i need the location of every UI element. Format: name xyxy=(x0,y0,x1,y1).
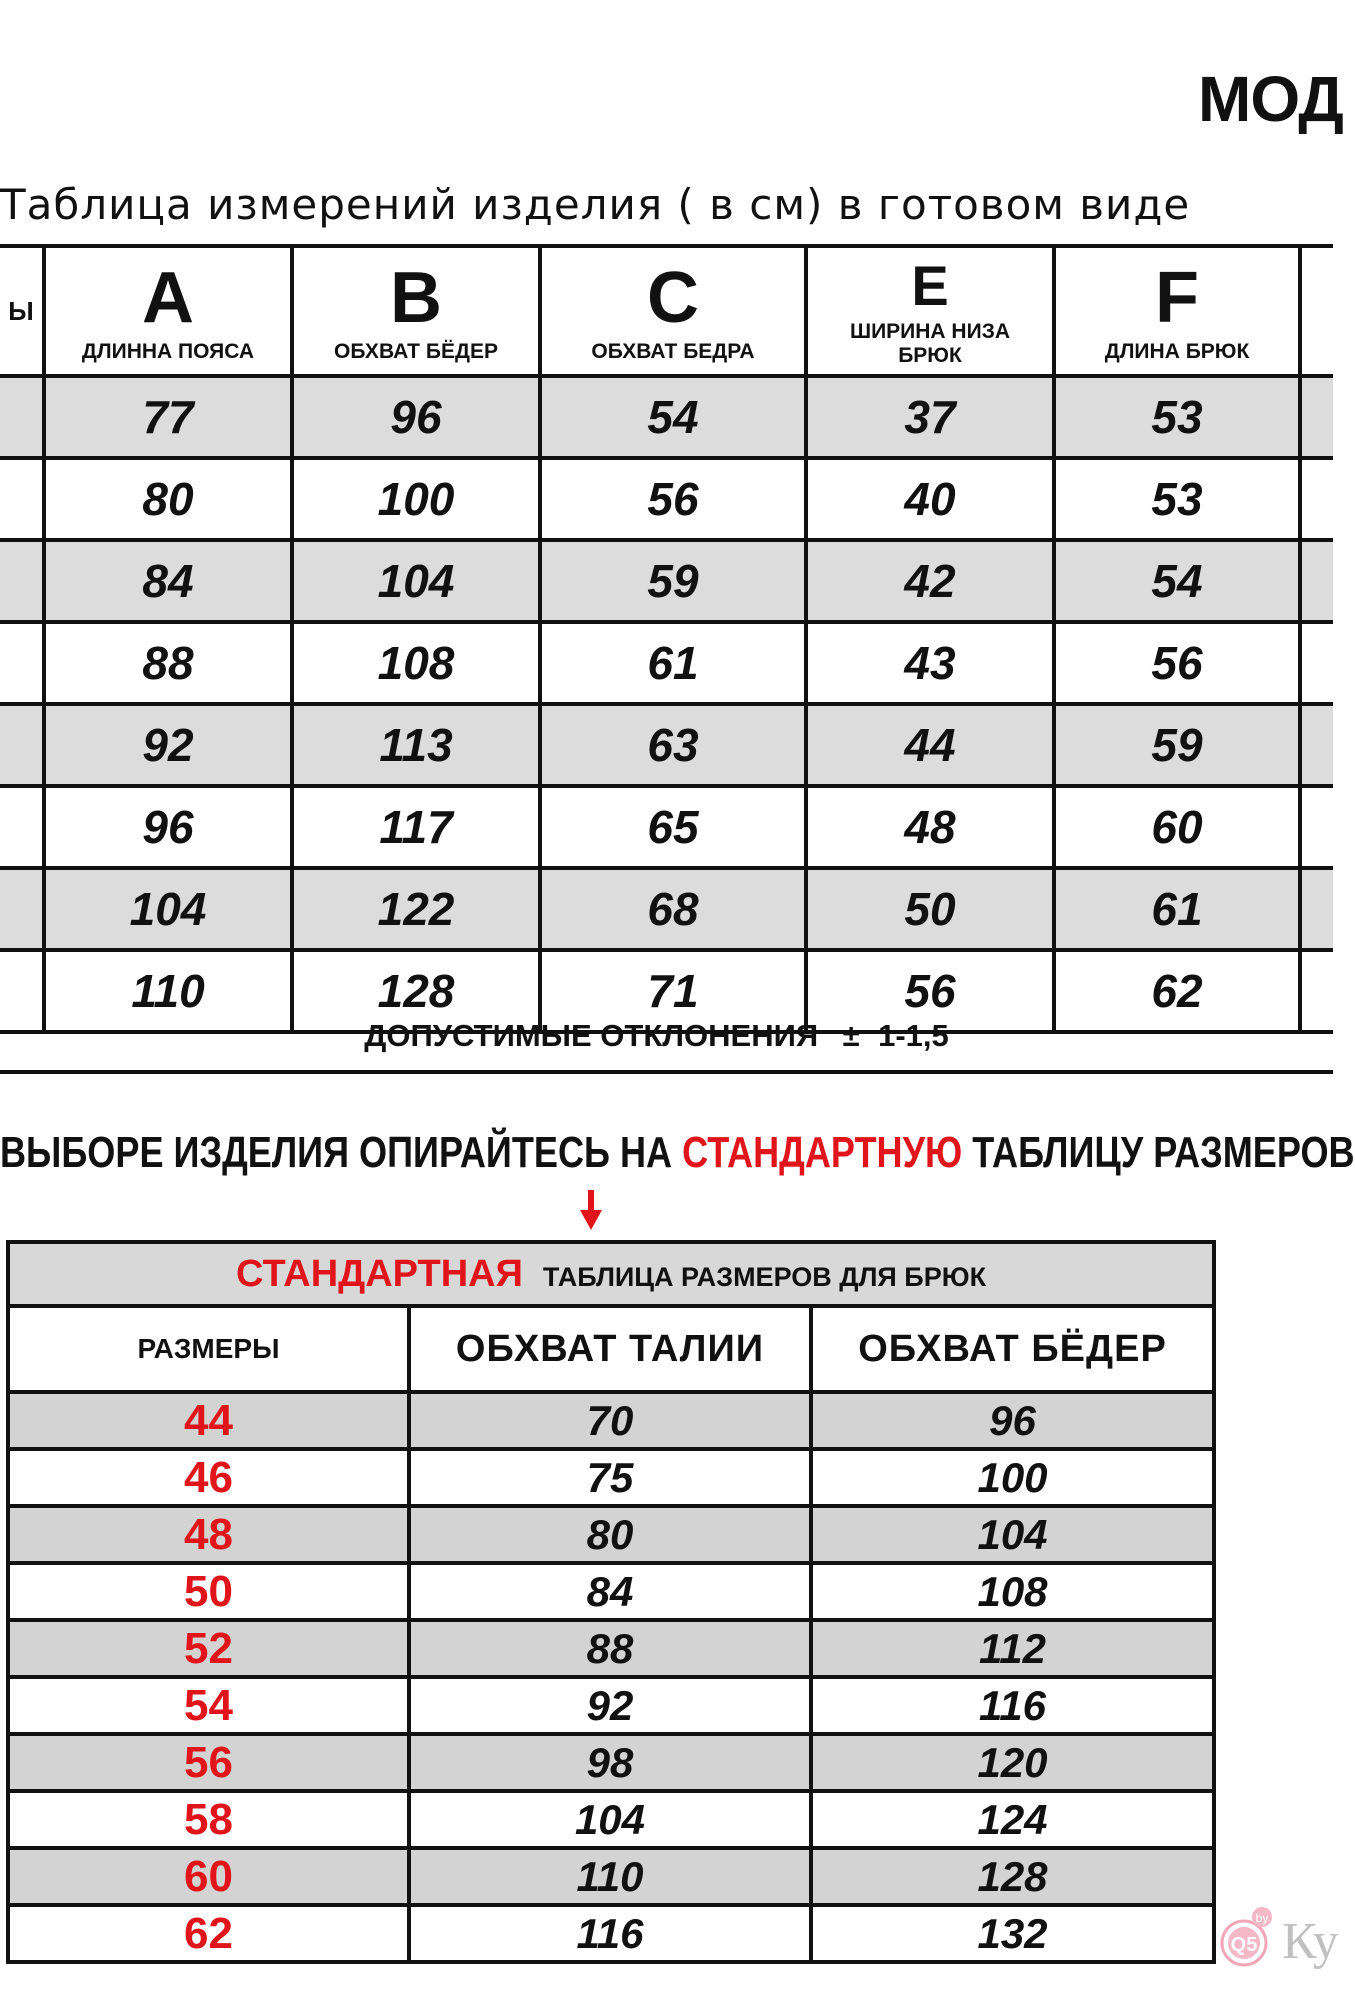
measurement-cell: 113 xyxy=(292,704,540,786)
column-header-f: F ДЛИНА БРЮК xyxy=(1054,246,1300,376)
size-value: 50 xyxy=(8,1563,409,1620)
measurement-cell: 61 xyxy=(1054,868,1300,950)
waist-value: 88 xyxy=(409,1620,811,1677)
standard-table-title-highlight: СТАНДАРТНАЯ xyxy=(235,1252,523,1295)
standard-row xyxy=(8,1905,1214,1962)
tolerance-label: ДОПУСТИМЫЕ ОТКЛОНЕНИЯ xyxy=(364,1018,819,1053)
size-value: 52 xyxy=(8,1620,409,1677)
standard-row xyxy=(8,1620,1214,1677)
waist-value: 70 xyxy=(409,1392,811,1449)
extra-cell xyxy=(1300,376,1333,458)
size-cell xyxy=(0,376,44,458)
brand-logo-text: Ку xyxy=(1282,1913,1339,1970)
standard-row xyxy=(8,1392,1214,1449)
header-sizes: РАЗМЕРЫ xyxy=(8,1306,409,1392)
size-value: 46 xyxy=(8,1449,409,1506)
standard-size-table xyxy=(6,1240,1216,1964)
measurement-row xyxy=(0,704,1333,786)
size-value: 58 xyxy=(8,1791,409,1848)
standard-row xyxy=(8,1848,1214,1905)
measurement-cell: 108 xyxy=(292,622,540,704)
size-cell xyxy=(0,868,44,950)
column-header-b: B ОБХВАТ БЁДЕР xyxy=(292,246,540,376)
extra-cell xyxy=(1300,786,1333,868)
size-column-header: Ы xyxy=(0,246,44,376)
hips-value: 120 xyxy=(811,1734,1214,1791)
measurement-row xyxy=(0,540,1333,622)
svg-text:Q5: Q5 xyxy=(1230,1934,1258,1956)
hips-value: 104 xyxy=(811,1506,1214,1563)
measurement-cell: 110 xyxy=(44,950,292,1032)
down-arrow-icon xyxy=(580,1190,602,1230)
waist-value: 80 xyxy=(409,1506,811,1563)
waist-value: 104 xyxy=(409,1791,811,1848)
extra-cell xyxy=(1300,622,1333,704)
column-header-a: A ДЛИННА ПОЯСА xyxy=(44,246,292,376)
hips-value: 132 xyxy=(811,1905,1214,1962)
waist-value: 84 xyxy=(409,1563,811,1620)
waist-value: 75 xyxy=(409,1449,811,1506)
standard-row xyxy=(8,1677,1214,1734)
extra-cell xyxy=(1300,868,1333,950)
size-cell xyxy=(0,704,44,786)
measurement-cell: 44 xyxy=(806,704,1054,786)
hips-value: 100 xyxy=(811,1449,1214,1506)
measurement-row xyxy=(0,376,1333,458)
measurement-cell: 40 xyxy=(806,458,1054,540)
hips-value: 112 xyxy=(811,1620,1214,1677)
measurement-row xyxy=(0,786,1333,868)
measurement-cell: 68 xyxy=(540,868,806,950)
measurement-cell: 43 xyxy=(806,622,1054,704)
measurement-cell: 77 xyxy=(44,376,292,458)
measurement-cell: 65 xyxy=(540,786,806,868)
measurement-cell: 71 xyxy=(540,950,806,1032)
tolerance-sign: ± xyxy=(842,1018,860,1053)
waist-value: 116 xyxy=(409,1905,811,1962)
extra-cell xyxy=(1300,540,1333,622)
measurement-row xyxy=(0,868,1333,950)
hips-value: 128 xyxy=(811,1848,1214,1905)
measurement-cell: 53 xyxy=(1054,458,1300,540)
size-value: 56 xyxy=(8,1734,409,1791)
header-hips: ОБХВАТ БЁДЕР xyxy=(811,1306,1214,1392)
measurement-cell: 56 xyxy=(540,458,806,540)
measurement-cell: 117 xyxy=(292,786,540,868)
svg-text:by: by xyxy=(1255,1911,1269,1925)
measurement-cell: 62 xyxy=(1054,950,1300,1032)
hint-text-highlight: СТАНДАРТНУЮ xyxy=(682,1128,963,1177)
measurement-cell: 92 xyxy=(44,704,292,786)
extra-cell xyxy=(1300,704,1333,786)
size-hint-text xyxy=(0,1128,1355,1178)
size-value: 54 xyxy=(8,1677,409,1734)
column-header-extra xyxy=(1300,246,1333,376)
measurement-cell: 80 xyxy=(44,458,292,540)
standard-row xyxy=(8,1563,1214,1620)
measurement-cell: 54 xyxy=(1054,540,1300,622)
standard-table-title-text: ТАБЛИЦА РАЗМЕРОВ ДЛЯ БРЮК xyxy=(542,1261,987,1292)
size-value: 60 xyxy=(8,1848,409,1905)
waist-value: 98 xyxy=(409,1734,811,1791)
extra-cell xyxy=(1300,458,1333,540)
tolerance-value: 1-1,5 xyxy=(878,1018,949,1053)
tolerance-note xyxy=(0,1006,1333,1074)
measurement-cell: 122 xyxy=(292,868,540,950)
standard-row xyxy=(8,1506,1214,1563)
size-value: 44 xyxy=(8,1392,409,1449)
column-header-c: C ОБХВАТ БЕДРА xyxy=(540,246,806,376)
size-cell xyxy=(0,540,44,622)
measurement-cell: 100 xyxy=(292,458,540,540)
size-value: 62 xyxy=(8,1905,409,1962)
measurement-cell: 96 xyxy=(292,376,540,458)
hips-value: 96 xyxy=(811,1392,1214,1449)
waist-value: 92 xyxy=(409,1677,811,1734)
size-cell xyxy=(0,458,44,540)
measurement-cell: 60 xyxy=(1054,786,1300,868)
hint-text-after: ТАБЛИЦУ РАЗМЕРОВ xyxy=(962,1128,1355,1177)
measurement-cell: 61 xyxy=(540,622,806,704)
measurement-cell: 53 xyxy=(1054,376,1300,458)
size-value: 48 xyxy=(8,1506,409,1563)
measurement-cell: 56 xyxy=(1054,622,1300,704)
measurement-cell: 42 xyxy=(806,540,1054,622)
waist-value: 110 xyxy=(409,1848,811,1905)
measurement-row xyxy=(0,622,1333,704)
size-cell xyxy=(0,622,44,704)
measurement-cell: 88 xyxy=(44,622,292,704)
measurement-cell: 56 xyxy=(806,950,1054,1032)
measurement-table xyxy=(0,244,1333,1034)
measurement-cell: 37 xyxy=(806,376,1054,458)
measurement-cell: 48 xyxy=(806,786,1054,868)
measurement-cell: 96 xyxy=(44,786,292,868)
measurement-cell: 84 xyxy=(44,540,292,622)
hips-value: 124 xyxy=(811,1791,1214,1848)
standard-row xyxy=(8,1791,1214,1848)
measurement-cell: 59 xyxy=(1054,704,1300,786)
hips-value: 116 xyxy=(811,1677,1214,1734)
measurement-cell: 54 xyxy=(540,376,806,458)
measurement-header-row xyxy=(0,246,1333,376)
measurement-table-title: Таблица измерений изделия ( в см) в готовом виде xyxy=(0,180,1191,229)
measurement-cell: 104 xyxy=(44,868,292,950)
measurement-cell: 50 xyxy=(806,868,1054,950)
size-cell xyxy=(0,786,44,868)
measurement-row xyxy=(0,458,1333,540)
standard-table-title xyxy=(8,1242,1214,1306)
column-header-e: E ШИРИНА НИЗА БРЮК xyxy=(806,246,1054,376)
hips-value: 108 xyxy=(811,1563,1214,1620)
standard-row xyxy=(8,1734,1214,1791)
measurement-cell: 59 xyxy=(540,540,806,622)
model-title: МОД xyxy=(1198,63,1343,135)
measurement-cell: 63 xyxy=(540,704,806,786)
header-waist: ОБХВАТ ТАЛИИ xyxy=(409,1306,811,1392)
measurement-cell: 104 xyxy=(292,540,540,622)
standard-row xyxy=(8,1449,1214,1506)
hint-text-before: ВЫБОРЕ ИЗДЕЛИЯ ОПИРАЙТЕСЬ НА xyxy=(0,1128,683,1177)
measurement-cell: 128 xyxy=(292,950,540,1032)
